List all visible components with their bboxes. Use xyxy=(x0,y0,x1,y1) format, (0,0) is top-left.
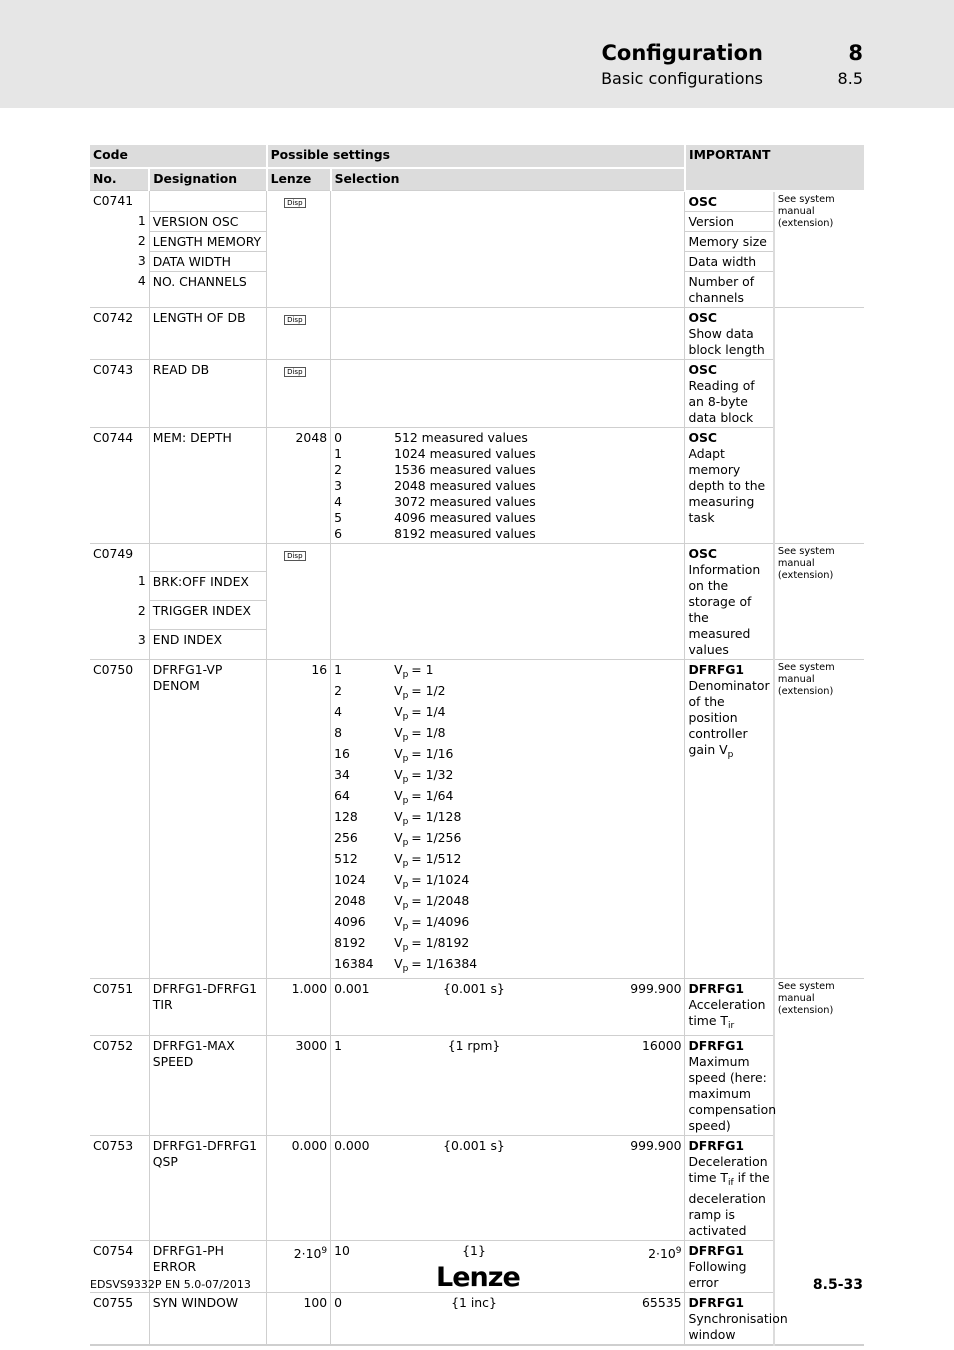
table-row xyxy=(90,1035,864,1135)
display-only-icon: Disp xyxy=(284,315,305,325)
col-lenze: Lenze xyxy=(267,168,331,191)
see-manual-note: See system manual (extension) xyxy=(774,978,864,1345)
col-no: No. xyxy=(90,168,149,191)
range-max: $2\cdot 10^9$ xyxy=(546,1240,685,1292)
designation-cell: TRIGGER INDEX xyxy=(149,601,266,630)
selection-item: 64 $V_p = 1/64$ xyxy=(334,787,454,806)
important-text: Synchronisation window xyxy=(688,1310,788,1342)
table-row xyxy=(90,659,864,978)
code-cell: C0755 xyxy=(90,1292,149,1345)
designation-cell: VERSION OSC xyxy=(149,211,266,231)
selection-item: 1024 $V_p = 1/1024$ xyxy=(334,871,470,890)
table-row xyxy=(90,978,864,1035)
subcode-number: 2 xyxy=(137,233,146,248)
selection-item: 1 $V_p = 1$ xyxy=(334,661,434,680)
important-text: Information on the storage of the measured values xyxy=(688,561,761,657)
important-text: Following error xyxy=(688,1258,747,1290)
range-min: 0.001 xyxy=(331,978,402,1035)
code-cell: C0754 xyxy=(90,1240,149,1292)
important-text: Memory size xyxy=(685,231,774,251)
important-heading: DFRFG1 xyxy=(688,1242,745,1258)
lenze-default: 3000 xyxy=(267,1035,331,1135)
range-min: 0.000 xyxy=(331,1135,402,1240)
see-manual-note: See system manual (extension) xyxy=(774,659,864,978)
col-important: IMPORTANT xyxy=(685,145,864,191)
important-heading: DFRFG1 xyxy=(688,980,745,996)
selection-item: 16 $V_p = 1/16$ xyxy=(334,745,454,764)
range-max: 999.900 xyxy=(546,978,685,1035)
section-number: 8.5 xyxy=(837,69,863,88)
important-text: Deceleration time $T_{if}$ if the deceleration ramp is activated xyxy=(688,1153,770,1238)
designation-cell: DFRFG1-DFRFG1 TIR xyxy=(149,978,266,1035)
code-cell: C0753 xyxy=(90,1135,149,1240)
important-text: Reading of an 8-byte data block xyxy=(688,377,755,425)
selection-item: 2 $V_p = 1/2$ xyxy=(334,682,446,701)
lenze-default: $2\cdot 10^9$ xyxy=(267,1240,331,1292)
selection-item: 8 $V_p = 1/8$ xyxy=(334,724,446,743)
designation-cell: LENGTH MEMORY xyxy=(149,231,266,251)
range-min: 10 xyxy=(331,1240,402,1292)
important-text: Denominator of the position controller gain $V_p$ xyxy=(688,677,770,760)
important-heading: DFRFG1 xyxy=(688,1037,745,1053)
subcode-number: 3 xyxy=(137,253,146,268)
code-cell: C0751 xyxy=(90,978,149,1035)
col-possible-settings: Possible settings xyxy=(267,145,685,168)
code-cell: C0750 xyxy=(90,659,149,978)
important-heading: DFRFG1 xyxy=(688,1137,745,1153)
lenze-default: 1.000 xyxy=(267,978,331,1035)
designation-cell: NO. CHANNELS xyxy=(149,271,266,307)
selection-item: 256 $V_p = 1/256$ xyxy=(334,829,462,848)
table-row xyxy=(90,1135,864,1240)
selection-item: 6 8192 measured values xyxy=(334,525,536,541)
important-heading: OSC xyxy=(688,309,718,325)
code-cell: C0749 xyxy=(90,543,149,571)
important-heading: DFRFG1 xyxy=(688,661,745,677)
subcode-number: 2 xyxy=(137,602,146,618)
see-manual-note: See system manual (extension) xyxy=(774,543,864,659)
display-only-icon: Disp xyxy=(284,198,305,208)
selection-item: 0 512 measured values xyxy=(334,429,528,445)
selection-item: 2 1536 measured values xyxy=(334,461,536,477)
important-text: Number of channels xyxy=(685,271,774,307)
code-cell: C0743 xyxy=(90,359,149,427)
lenze-logo: Lenze xyxy=(436,1262,520,1293)
designation-cell: DATA WIDTH xyxy=(149,251,266,271)
important-text: Acceleration time $T_{ir}$ xyxy=(688,996,766,1031)
selection-item: 34 $V_p = 1/32$ xyxy=(334,766,454,785)
range-max: 999.900 xyxy=(546,1135,685,1240)
range-min: 1 xyxy=(331,1035,402,1135)
range-step: {1 inc} xyxy=(402,1292,547,1345)
see-manual-note: See system manual (extension) xyxy=(774,191,864,308)
display-only-icon: Disp xyxy=(284,551,305,561)
designation-cell: BRK:OFF INDEX xyxy=(149,571,266,600)
col-designation: Designation xyxy=(149,168,266,191)
designation-cell: END INDEX xyxy=(149,630,266,659)
designation-cell: DFRFG1-MAX SPEED xyxy=(149,1035,266,1135)
important-heading: DFRFG1 xyxy=(688,1294,745,1310)
important-text: Maximum speed (here: maximum compensation speed) xyxy=(688,1053,777,1133)
selection-item: 4096 $V_p = 1/4096$ xyxy=(334,913,470,932)
selection-list xyxy=(331,427,685,543)
designation-cell: SYN WINDOW xyxy=(149,1292,266,1345)
lenze-default: 16 xyxy=(267,659,331,978)
important-heading: OSC xyxy=(688,361,718,377)
subcode-number: 4 xyxy=(137,273,146,288)
code-cell: C0752 xyxy=(90,1035,149,1135)
table-row xyxy=(90,359,864,427)
selection-item: 4 $V_p = 1/4$ xyxy=(334,703,446,722)
important-text: Adapt memory depth to the measuring task xyxy=(688,445,766,525)
designation-cell: MEM: DEPTH xyxy=(149,427,266,543)
selection-item: 1 1024 measured values xyxy=(334,445,536,461)
range-step: {1 rpm} xyxy=(402,1035,547,1135)
col-selection: Selection xyxy=(331,168,685,191)
selection-item: 5 4096 measured values xyxy=(334,509,536,525)
range-max: 16000 xyxy=(546,1035,685,1135)
range-step: {1} xyxy=(402,1240,547,1292)
important-text: Show data block length xyxy=(688,325,765,357)
selection-item: 16384 $V_p = 1/16384$ xyxy=(334,955,478,974)
table-row xyxy=(90,1292,864,1345)
important-text: Version xyxy=(685,211,774,231)
code-cell: C0744 xyxy=(90,427,149,543)
code-cell: C0742 xyxy=(90,307,149,359)
subcode-number: 1 xyxy=(137,213,146,228)
selection-list xyxy=(331,659,685,978)
range-step: {0.001 s} xyxy=(402,1135,547,1240)
col-code: Code xyxy=(90,145,267,168)
subcode-number: 1 xyxy=(137,573,146,589)
designation-cell: DFRFG1-VP DENOM xyxy=(149,659,266,978)
page-number: 8.5-33 xyxy=(812,1277,863,1293)
important-heading: OSC xyxy=(685,191,774,212)
lenze-default: 100 xyxy=(267,1292,331,1345)
range-step: {0.001 s} xyxy=(402,978,547,1035)
important-heading: OSC xyxy=(688,545,718,561)
selection-item: 4 3072 measured values xyxy=(334,493,536,509)
table-row xyxy=(90,427,864,543)
lenze-default: 0.000 xyxy=(267,1135,331,1240)
table-row xyxy=(90,191,864,212)
important-text: Data width xyxy=(685,251,774,271)
table-row xyxy=(90,543,864,571)
document-id: EDSVS9332P EN 5.0-07/2013 xyxy=(90,1278,251,1291)
table-row xyxy=(90,307,864,359)
selection-item: 8192 $V_p = 1/8192$ xyxy=(334,934,470,953)
designation-cell: READ DB xyxy=(149,359,266,427)
selection-item: 512 $V_p = 1/512$ xyxy=(334,850,462,869)
designation-cell: DFRFG1-DFRFG1 QSP xyxy=(149,1135,266,1240)
subcode-number: 3 xyxy=(137,631,146,647)
range-min: 0 xyxy=(331,1292,402,1345)
display-only-icon: Disp xyxy=(284,367,305,377)
table-header-row xyxy=(90,145,864,168)
code-cell: C0741 xyxy=(90,191,149,212)
chapter-number: 8 xyxy=(848,41,863,65)
chapter-title: Configuration xyxy=(601,41,763,65)
selection-item: 128 $V_p = 1/128$ xyxy=(334,808,462,827)
range-max: 65535 xyxy=(546,1292,685,1345)
selection-item: 3 2048 measured values xyxy=(334,477,536,493)
designation-cell: DFRFG1-PH ERROR xyxy=(149,1240,266,1292)
lenze-default: 2048 xyxy=(267,427,331,543)
page-header xyxy=(0,0,954,108)
code-table xyxy=(90,145,864,1346)
important-heading: OSC xyxy=(688,429,718,445)
designation-cell: LENGTH OF DB xyxy=(149,307,266,359)
selection-item: 2048 $V_p = 1/2048$ xyxy=(334,892,470,911)
section-title: Basic configurations xyxy=(601,69,763,88)
